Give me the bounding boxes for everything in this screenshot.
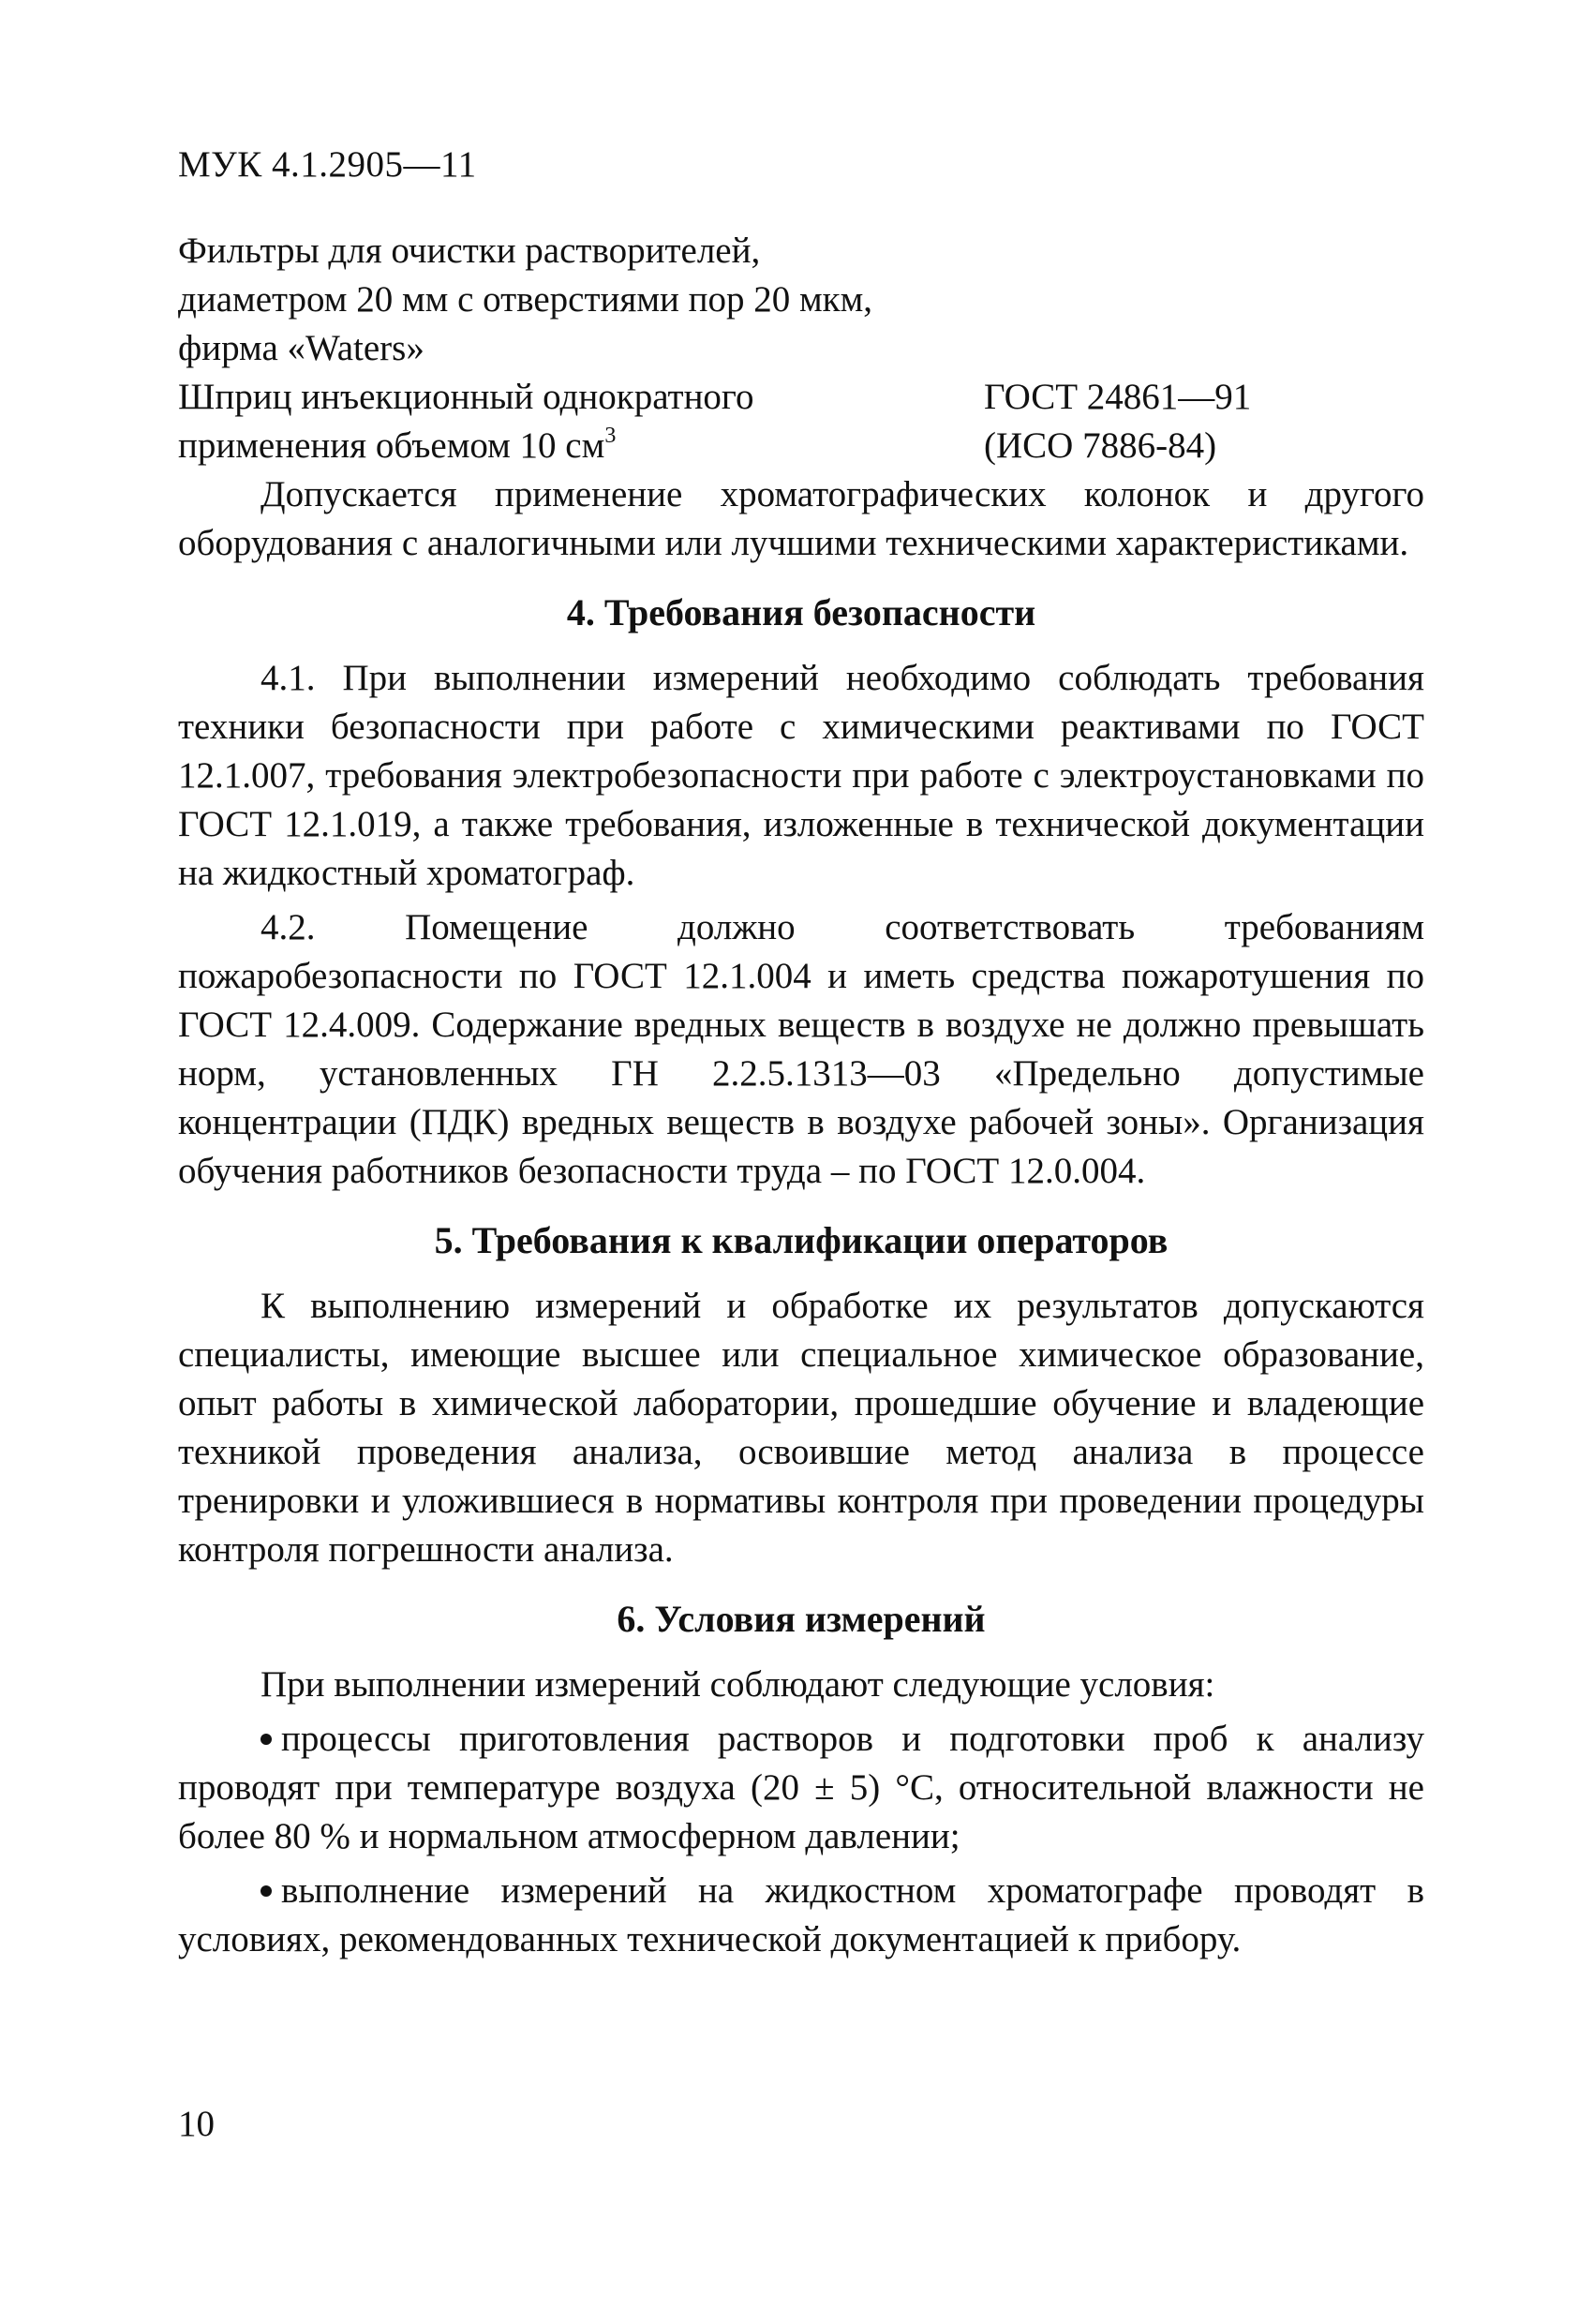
section-5-title: 5. Требования к квалификации операторов [434,1219,1169,1261]
bullet-text: процессы приготовления растворов и подготовки проб к анализу проводят при температуре воздуха (20 ± 5) °С, относительной влажности не более 80 % и нормальном атмосферном давлении; [178,1719,1424,1856]
syringe-row-1 [178,373,1424,422]
filters-line-2: диаметром 20 мм с отверстиями пор 20 мкм, [178,279,873,320]
syringe-volume-text: применения объемом 10 см [178,425,605,466]
bullet-icon [261,1885,272,1897]
syringe-name-line-2 [178,422,984,470]
equipment-note: Допускается применение хроматографических колонок и другого оборудования с аналогичными или лучшими техническими характеристиками. [178,474,1424,563]
section-6-bullet-2 [178,1867,1424,1964]
equipment-list [178,227,1424,470]
syringe-row-2 [178,422,1424,470]
document-page [178,141,1424,1964]
section-6-title: 6. Условия измерений [617,1598,986,1640]
section-4-paragraph-2: 4.2. Помещение должно соответствовать требованиям пожаробезопасности по ГОСТ 12.1.004 и иметь средства пожаротушения по ГОСТ 12.4.009. Содержание вредных веществ в воздухе не должно превышать норм, установленных ГН 2.2.5.1313—03 «Предельно допустимые концентрации (ПДК) вредных веществ в воздухе рабочей зоны». Организация обучения работников безопасности труда – по ГОСТ 12.0.004. [178,907,1424,1191]
section-4-paragraph-1: 4.1. При выполнении измерений необходимо соблюдать требования техники безопасности при работе с химическими реактивами по ГОСТ 12.1.007, требования электробезопасности при работе с электроустановками по ГОСТ 12.1.019, а также требования, изложенные в технической документации на жидкостный хроматограф. [178,658,1424,893]
page-number: 10 [178,2104,215,2144]
section-6-bullet-1 [178,1715,1424,1861]
syringe-iso-standard: (ИСО 7886-84) [984,425,1217,466]
document-code-header: МУК 4.1.2905—11 [178,144,477,185]
bullet-icon [261,1734,272,1745]
bullet-text: выполнение измерений на жидкостном хроматографе проводят в условиях, рекомендованных технической документацией к прибору. [178,1870,1424,1959]
filters-line-1: Фильтры для очистки растворителей, [178,231,761,271]
syringe-unit-superscript: 3 [604,424,617,448]
section-4-title: 4. Требования безопасности [566,591,1036,633]
syringe-standard: ГОСТ 24861—91 [984,377,1252,417]
section-5-paragraph-1: К выполнению измерений и обработке их результатов допускаются специалисты, имеющие высшее или специальное химическое образование, опыт работы в химической лаборатории, прошедшие обучение и владеющие техникой проведения анализа, освоившие метод анализа в процессе тренировки и уложившиеся в нормативы контроля при проведении процедуры контроля погрешности анализа. [178,1286,1424,1570]
syringe-name-line-1: Шприц инъекционный однократного [178,377,754,417]
filters-line-3: фирма «Waters» [178,328,424,368]
section-6-intro: При выполнении измерений соблюдают следующие условия: [261,1664,1215,1705]
